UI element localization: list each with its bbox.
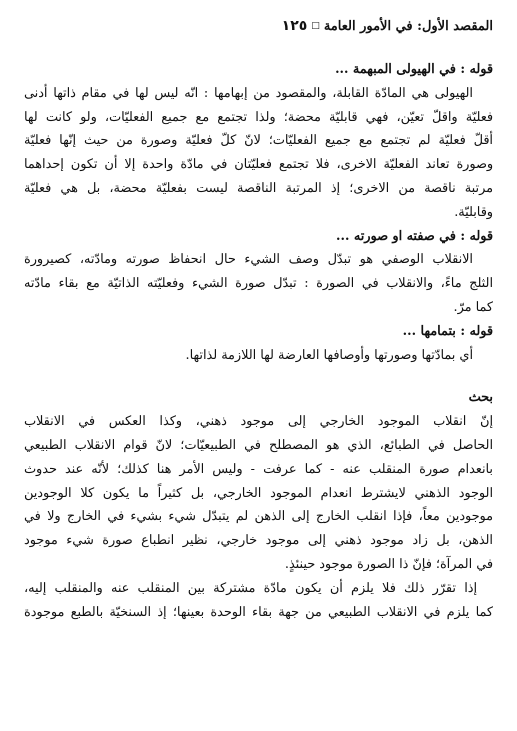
text-line: فعليّة واقلّ تعيّن، فهي قابليّة محضة؛ ولذا تجتمع مع جميع الفعليّات، ولو كانت لها <box>24 109 493 125</box>
section-heading: بحث <box>468 390 493 406</box>
text-line: مرتبة ناقصة من الاخرى؛ إذ المرتبة الناقصة ليست بفعليّة محضة، بل هي فعليّة <box>24 180 493 196</box>
text-line: موجودين معاً، فإذا انقلب الخارج إلى الذهن لم يتبدّل شيء بشيء في الخارج ولا في <box>24 509 493 525</box>
text-line: إذا تقرّر ذلك فلا يلزم أن يكون مادّة مشتركة بين المنقلب عنه والمنقلب إليه، <box>24 580 477 596</box>
text-line: بانعدام صورة المنقلب عنه - كما عرفت - وليس الأمر هنا كذلك؛ لأنّه عند حدوث <box>24 461 493 477</box>
text-line: كما مرّ. <box>453 299 493 315</box>
text-line: وقابليّة. <box>454 204 493 220</box>
commentary-heading: قوله : بتمامها ... <box>402 323 493 339</box>
section-gap <box>24 367 493 386</box>
text-line: وصورة تعاند الفعليّة الاخرى، فلا تجتمع فعليّتان في مادّة واحدة إلا أن تكون إحداهما <box>24 157 493 173</box>
text-line: كما يلزم في الانقلاب الطبيعي من جهة بقاء الوحدة بعينها؛ إذ السنخيّة بالطبع موجودة <box>24 604 493 620</box>
text-line: الثلج ماءً، والانقلاب في الصورة : تبدّل صورة الشيء وفعليّته الذاتيّة مع بقاء مادّته <box>24 276 493 292</box>
text-line: إنّ انقلاب الموجود الخارجي إلى موجود ذهني، وكذا العكس في الانقلاب <box>24 414 493 430</box>
text-line: الذهن، بل زاد موجود ذهني إلى موجود خارجي، نظير انطباع صورة شيء موجود <box>24 533 493 549</box>
running-header <box>24 14 493 38</box>
text-line: الوجود الذهني لايشترط انعدام الموجود الخارجي، بل كثيراً ما يكون كلا الوجودين <box>24 485 493 501</box>
text-line: في المرآة؛ فإنّ ذا الصورة موجود حينئذٍ. <box>284 556 493 572</box>
text-line: أقلّ فعليّة لم تجتمع مع جميع الفعليّات؛ لانّ كلّ فعليّة وصورة من حيث إنّها فعليّة <box>24 133 493 149</box>
text-line: أي بمادّتها وصورتها وأوصافها العارضة لها اللازمة لذاتها. <box>185 347 473 363</box>
commentary-heading: قوله : في الهيولى المبهمة ... <box>335 62 493 77</box>
header-title: المقصد الأول: في الأمور العامة <box>323 18 493 34</box>
commentary-heading: قوله : في صفته او صورته ... <box>336 228 493 244</box>
page-number: ١٢٥ <box>281 18 308 34</box>
body-text <box>24 58 493 624</box>
header-separator: □ <box>311 21 320 31</box>
text-line: الانقلاب الوصفي هو تبدّل وصف الشيء حال انحفاظ صورته ومادّته، كصيرورة <box>24 252 473 268</box>
text-line: الحاصل في الطبائع، الذي هو المصطلح في الطبيعيّات؛ لانّ قوام الانقلاب الطبيعي <box>24 437 493 453</box>
text-line: الهيولى هي المادّة القابلة، والمقصود من إبهامها : انّه ليس لها في مقام ذاتها أدنى <box>24 85 473 101</box>
